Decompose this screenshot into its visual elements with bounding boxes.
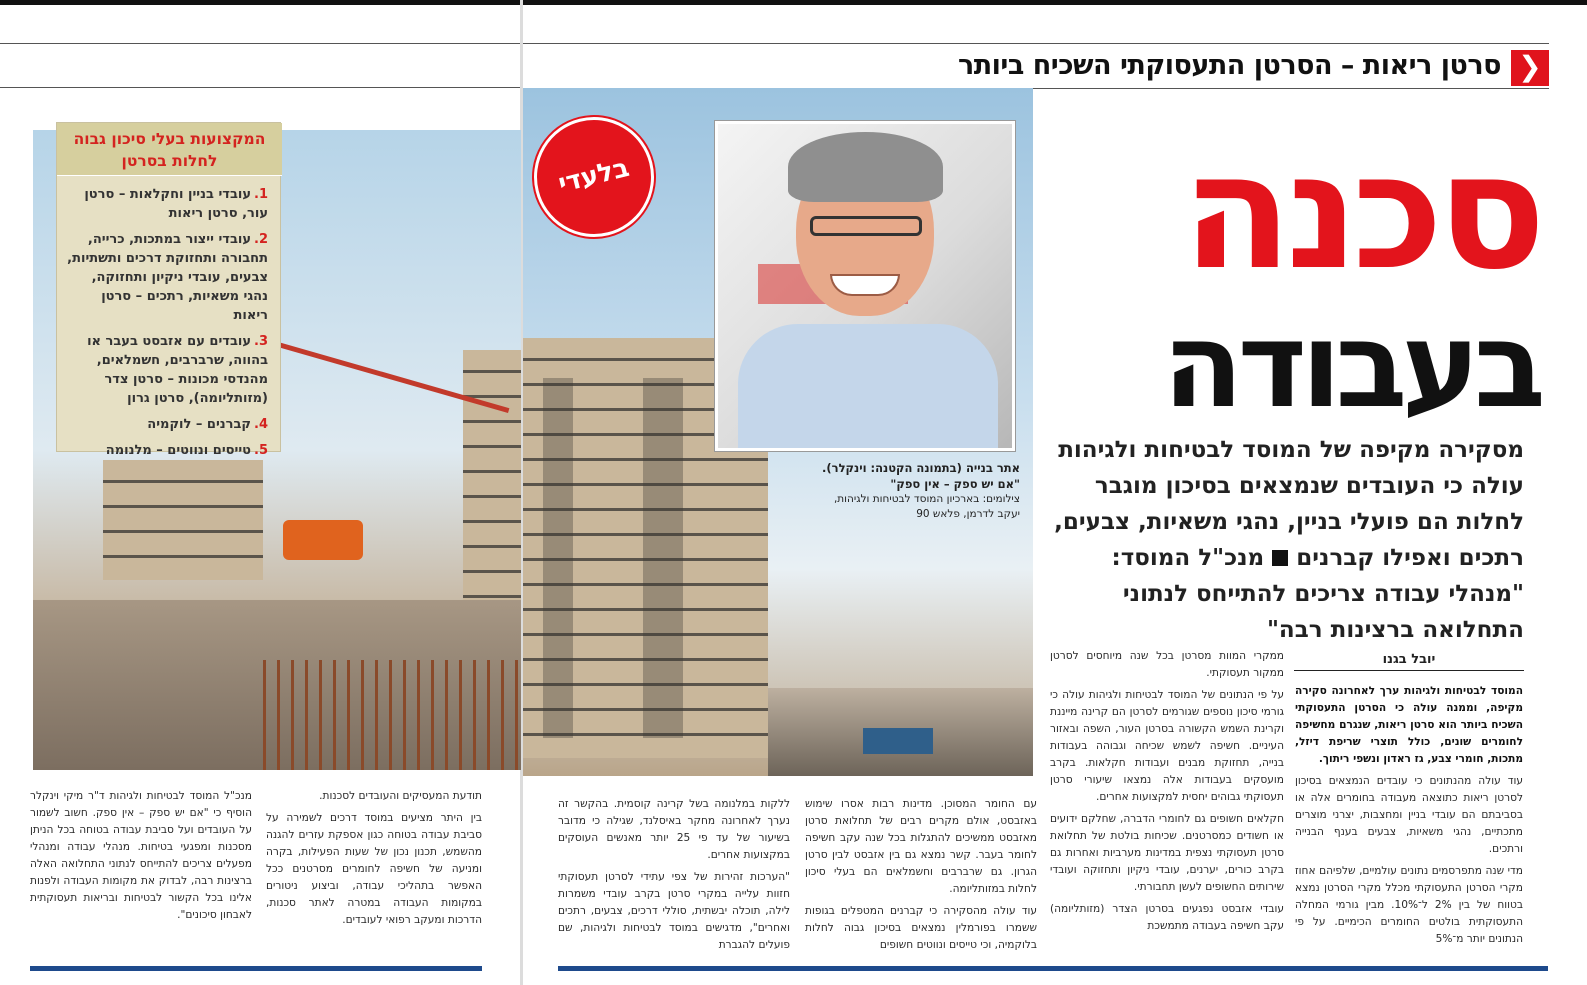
paragraph: המוסד לבטיחות ולגיהות ערך לאחרונה סקירה מקיפה, וממנה עולה כי הסרטן התעסוקתי השכיח ביותר הוא סרטן ריאות, שנגרם מחשיפה לחומרים שונים, כולל תוצרי שריפת דיזל, מתכות, חומרי צבע, גז ראדון ונשפי ריתוך.	[1295, 685, 1523, 765]
caption-line: אתר בנייה (בתמונה הקטנה: וינקלר).	[822, 461, 1020, 475]
portrait-shirt	[738, 324, 998, 451]
risk-sidebar	[56, 122, 281, 458]
divider-line	[0, 43, 520, 44]
article-column-3	[805, 796, 1037, 953]
photo-credit: צילומים: בארכיון המוסד לבטיחות ולגיהות,	[833, 493, 1020, 505]
portrait-inset	[715, 121, 1015, 451]
paragraph: בין היתר מציעים במוסד דרכים לשמירה על סביבת עבודה בטוחה כגון אספקת עזרים להגנה מהשמש, תכנון נכון של שעות הפעילות, בקרה ומניעה של חשיפה לחומרים מסרטנים ככל האפשר בתהליכי עבודה, וביצוע ניטורים במקומות העבודה במטרה לאתר סכנות, הדרכות ומעקב רפואי לעובדים.	[266, 812, 482, 926]
subheadline-text: מסקירה מקיפה של המוסד לבטיחות ולגיהות עולה כי העובדים שנמצאים בסיכון מוגבר לחלות הם פועלי בניין, נהגי משאיות, צבעים, רתכים ואפילו קברנים	[1054, 437, 1524, 571]
headline-line-2: בעבודה	[1162, 296, 1540, 434]
section-title: סרטן ריאות – הסרטן התעסוקתי השכיח ביותר	[957, 50, 1501, 81]
container-shape	[863, 728, 933, 754]
photo-caption	[800, 460, 1020, 522]
list-item: 5.טייסים ונווטים – מלנומה	[105, 443, 268, 458]
divider-line	[0, 87, 520, 88]
subheadline-quote: מנכ"ל המוסד: "מנהלי עבודה צריכים להתייחס לנתוני התחלואה ברצינות רבה"	[1111, 545, 1524, 643]
chevron-left-icon: ❮	[1511, 50, 1549, 86]
paragraph: מדי שנה מתפרסמים נתונים עולמיים, שלפיהם אחוז מקרי הסרטן התעסוקתי מכלל מקרי הסרטן נמצא בטווח של בין 2% ל־10%. מבין גורמי המחלה התעסוקתית בולטים החומרים הכימיים. על פי הנתונים יותר מ־5%	[1295, 865, 1523, 945]
paragraph: תודעת המעסיקים והעובדים לסכנות.	[319, 790, 482, 802]
sidebar-list	[63, 185, 268, 467]
caption-line: "אם יש ספק – אין ספק"	[890, 477, 1020, 491]
paragraph: עם החומר המסוכן. מדינות רבות אסרו שימוש באזבסט, אולם מקרים רבים של תחלואת סרטן מאזבסט ממשיכים להתגלות בכל שנה עקב חשיפה לחומר בעבר. קשר נמצא גם בין אזבסט לבין סרטן הגרון. גם שרברבים וחשמלאים הם בעלי סיכון לחלות במזותליומה.	[805, 798, 1037, 895]
footer-bar	[30, 966, 482, 971]
paragraph: "הערכות זהירות של צפי עתידי לסרטן תעסוקתי חזוות עלייה במקרי סרטן בקרב עובדי משמרות לילה, תוכלה יבשתית, סוללי דרכים, צבעים, רתכים ואחרים", מדגישים במוסד לבטיחות ולגיהות, שם פועלים להגברת	[558, 871, 790, 951]
byline: יובל בגנו	[1294, 652, 1524, 671]
paragraph: על פי הנתונים של המוסד לבטיחות ולגיהות עולה כי גורמי סיכון נוספים שגורמים לסרטן הם קרינה מייננת וקרינת השמש הקשורה בסרטן העור, השפה ובאזור העיניים. חשיפה לשמש שכיחה וגבוהה בעבודות בנייה, תחזוקת מבנים ועבודות חקלאות. בקרב מועסקים בעבודות אלה נמצאו שיעורי סרטן תעסוקתי גבוהים יחסית למקצועות אחרים.	[1050, 689, 1284, 803]
list-item: 2.עובדי ייצור במתכות, כרייה, תחבורה ותחזוקת דרכים ותשתיות, צבעים, עובדי ניקיון ותחזוקה, נהגי משאיות, רתכים – סרטן ריאות	[67, 232, 268, 323]
list-item: 3.עובדים עם אזבסט בעבר או בהווה, שרברבים, חשמלאים, מהנדסי מכונות – סרטן צדר (מזותליומה), סרטן גרון	[87, 334, 268, 406]
section-header	[523, 44, 1549, 90]
paragraph: עוד עולה מהנתונים כי עובדים הנמצאים בסיכון לסרטן ריאות כתוצאה מעבודה בחומרים אלה או בסביבתם הם עובדי בניין ומחצבות, יצרני מוצרים מתכתיים, נהגי משאיות, צבעים בענף הבנייה ורתכים.	[1295, 775, 1523, 855]
top-rule	[0, 0, 1587, 5]
article-column-2	[1050, 648, 1284, 953]
paragraph: ללקות במלנומה בשל קרינה קוסמית. בהקשר זה נערך לאחרונה מחקר באיסלנד, שגילה כי מדובר בשיעור של עד פי 25 יותר מאנשים העוסקים במקצועות אחרים.	[558, 798, 790, 861]
photo-credit: יעקב לדרמן, פלאש 90	[916, 508, 1020, 520]
paragraph: עוד עולה מהסקירה כי קברנים המטפלים בגופות ששמרו בפורמלין נמצאים בסיכון גבוה לחלות בלוקמיה, וכי טייסים ונווטים חשופים	[805, 905, 1037, 951]
portrait-smile	[830, 274, 900, 296]
list-item: 4.קברנים – לוקמיה	[147, 417, 268, 432]
exclusive-badge: בלעדי	[521, 104, 666, 249]
square-bullet-icon	[1272, 550, 1288, 566]
article-column-6	[30, 788, 252, 948]
paragraph: ממקרי המוות מסרטן בכל שנה מיוחסים לסרטן ממקור תעסוקתי.	[1050, 650, 1284, 679]
building-shape	[103, 460, 263, 580]
subheadline	[1044, 432, 1524, 648]
article-column-4	[558, 796, 790, 953]
article-column-1	[1295, 683, 1523, 953]
list-item: 1.עובדי בניין וחקלאות – סרטן עור, סרטן ריאות	[84, 187, 268, 221]
paragraph: מנכ"ל המוסד לבטיחות ולגיהות ד"ר מיקי וינקלר הוסיף כי "אם יש ספק – אין ספק. חשוב לשמור על העובדים ועל סביבת עבודה בטוחה בכל הניתן מסכנות ומפגעי בטיחות. מנהלי עבודה ומנהלי מפעלים צריכים להתייחס לנתוני התחלואה האלה ברצינות רבה, לבדוק את מקומות העבודה ולפנות אלינו בכל הקשור לבטיחות ובריאות תעסוקתית לאבחון סיכונים".	[30, 790, 252, 921]
headline-line-1: סכנה	[1182, 118, 1540, 305]
portrait-hair	[788, 132, 943, 202]
sidebar-title: המקצועות בעלי סיכון גבוה לחלות בסרטן	[57, 123, 282, 175]
footer-bar	[558, 966, 1548, 971]
excavator-shape	[283, 520, 363, 560]
article-column-5	[266, 788, 482, 948]
paragraph: חקלאים חשופים גם לחומרי הדברה, שחלקם ידועים או חשודים כמסרטנים. שכיחות בולטת של תחלואת סרטן תעסוקתי נצפית במדינות מערביות ואחרות גם בקרב כורים, יערנים, עובדי ניקיון ותחזוקה ועובדי שירותים החשופים לעשן תחבורתי.	[1050, 813, 1284, 893]
rebar-shape	[263, 660, 521, 770]
paragraph: עובדי אזבסט נפגעים בסרטן הצדר (מזותליומה) עקב חשיפה בעבודה מתמשכת	[1050, 903, 1284, 932]
portrait-glasses	[810, 216, 922, 236]
